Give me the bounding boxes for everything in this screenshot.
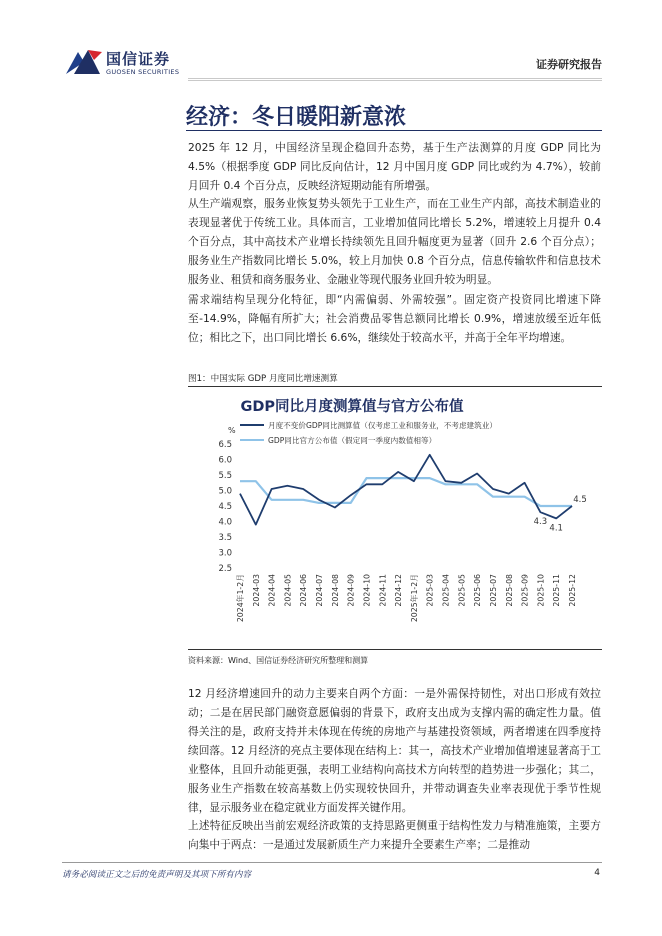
paragraph-4: 12 月经济增速回升的动力主要来自两个方面：一是外需保持韧性，对出口形成有效拉动；二是在居民部门融资意愿偏弱的背景下，政府支出成为支撑内需的确定性力量。值得关注的是，政府支持并未体现在传统的房地产与基建投资领域，两者增速在四季度持续回落。12 月经济的亮点主要体现在结构上：其一，高技术产业增加值增速显著高于工业整体，且回升动能更强，表明工业结构向高技术方向转型的趋势进一步强化；其二，服务业生产指数在较高基数上仍实现较快回升，并带动调查失业率表现优于季节性规律，显示服务业在稳定就业方面发挥关键作用。 xyxy=(188,687,601,814)
logo-en-text: GUOSEN SECURITIES xyxy=(106,68,180,76)
legend-label-2: GDP同比官方公布值（假定同一季度内数值相等） xyxy=(268,436,437,445)
y-axis-unit-label: % xyxy=(228,426,236,435)
chart-title: GDP同比月度测算值与官方公布值 xyxy=(240,399,464,415)
x-axis-ticks xyxy=(235,574,577,622)
footer-disclaimer: 请务必阅读正文之后的免责声明及其项下所有内容 xyxy=(62,870,252,880)
figure-caption: 图1：中国实际 GDP 月度同比增速测算 xyxy=(188,374,338,384)
chart-legend xyxy=(240,420,497,445)
company-logo xyxy=(64,46,194,80)
x-tick-label: 2024-06 xyxy=(299,574,309,607)
x-tick-label: 2024-08 xyxy=(330,574,340,607)
x-tick-label: 2024-12 xyxy=(394,574,404,607)
y-tick-label: 3.5 xyxy=(218,533,232,543)
x-tick-label: 2025-08 xyxy=(504,574,514,607)
y-tick-label: 3.0 xyxy=(218,548,232,559)
x-tick-label: 2025-03 xyxy=(425,574,435,607)
y-tick-label: 4.5 xyxy=(218,502,232,512)
paragraph-5: 上述特征反映出当前宏观经济政策的支持思路更侧重于结构性发力与精准施策，主要方向集中于两点：一是通过发展新质生产力来提升全要素生产率；二是推动 xyxy=(188,819,601,851)
x-tick-label: 2024-11 xyxy=(378,574,388,607)
paragraph-1: 2025 年 12 月，中国经济呈现企稳回升态势，基于生产法测算的月度 GDP 同比为 4.5%（根据季度 GDP 同比反向估计，12 月中国月度 GDP 同比或约为 4.7%），较前月回升 0.4 个百分点，反映经济短期动能有所增强。 xyxy=(188,141,601,192)
x-tick-label: 2024-10 xyxy=(362,574,372,607)
x-tick-label: 2025-04 xyxy=(441,574,451,607)
x-tick-label: 2024-05 xyxy=(283,574,293,607)
chart-series xyxy=(240,455,572,528)
section-title-rule xyxy=(186,130,602,131)
y-tick-label: 5.0 xyxy=(218,486,232,497)
y-tick-label: 5.5 xyxy=(218,471,232,481)
report-type-label: 证券研究报告 xyxy=(536,58,602,71)
data-label: 4.1 xyxy=(549,523,563,534)
paragraph-2: 从生产端观察，服务业恢复势头领先于工业生产，而在工业生产内部，高技术制造业的表现显著优于传统工业。具体而言，工业增加值同比增长 5.2%，增速较上月提升 0.4 个百分点，其中高技术产业增长持续领先且回升幅度更为显著（回升 2.6 个百分点）；服务业生产指数同比增长 5.0%，较上月加快 0.8 个百分点，信息传输软件和信息技术服务业、租赁和商务服务业、金融业等现代服务业回升较为明显。 xyxy=(188,197,601,286)
figure-bottom-rule xyxy=(188,649,602,650)
x-tick-label: 2024-04 xyxy=(267,574,277,607)
x-tick-label: 2025-07 xyxy=(488,574,498,607)
y-tick-label: 2.5 xyxy=(218,564,232,574)
data-label: 4.3 xyxy=(533,517,548,528)
series-line-1 xyxy=(240,455,572,528)
paragraph-3: 需求端结构呈现分化特征，即“内需偏弱、外需较强”。固定资产投资同比增速下降至-14.9%，降幅有所扩大；社会消费品零售总额同比增长 0.9%，增速放缓至近年低位；相比之下，出口同比增长 6.6%，继续处于较高水平，并高于全年平均增速。 xyxy=(188,293,601,344)
x-tick-label: 2024-03 xyxy=(251,574,261,607)
series-line-2 xyxy=(240,478,572,506)
x-tick-label: 2025年1-2月 xyxy=(409,574,419,623)
x-tick-label: 2024-09 xyxy=(346,574,356,607)
x-tick-label: 2025-05 xyxy=(457,574,467,607)
page-number: 4 xyxy=(594,868,600,878)
legend-label-1: 月度不变价GDP同比测算值（仅考虑工业和服务业，不考虑建筑业） xyxy=(268,421,497,430)
x-tick-label: 2025-09 xyxy=(520,574,530,607)
x-tick-label: 2024年1-2月 xyxy=(236,574,245,623)
figure-top-rule xyxy=(188,386,602,387)
y-tick-label: 6.5 xyxy=(218,440,232,450)
gdp-line-chart xyxy=(188,388,602,646)
header-divider xyxy=(188,78,602,79)
x-tick-label: 2025-10 xyxy=(536,574,546,607)
x-tick-label: 2025-11 xyxy=(552,574,562,607)
data-label: 4.5 xyxy=(573,495,587,505)
logo-cn-text: 国信证券 xyxy=(106,50,171,68)
x-tick-label: 2025-12 xyxy=(568,574,577,607)
header-divider-secondary xyxy=(188,80,602,81)
x-tick-label: 2024-07 xyxy=(315,574,325,607)
y-tick-label: 6.0 xyxy=(218,455,232,466)
logo-mark-icon xyxy=(64,46,104,76)
figure-source: 资料来源：Wind、国信证券经济研究所整理和测算 xyxy=(188,656,369,665)
page-header xyxy=(0,0,662,84)
y-tick-label: 4.0 xyxy=(218,517,232,528)
y-axis-ticks xyxy=(218,440,232,574)
footer-divider xyxy=(62,862,602,863)
section-title: 经济：冬日暖阳新意浓 xyxy=(186,105,407,130)
x-tick-label: 2025-06 xyxy=(473,574,483,607)
